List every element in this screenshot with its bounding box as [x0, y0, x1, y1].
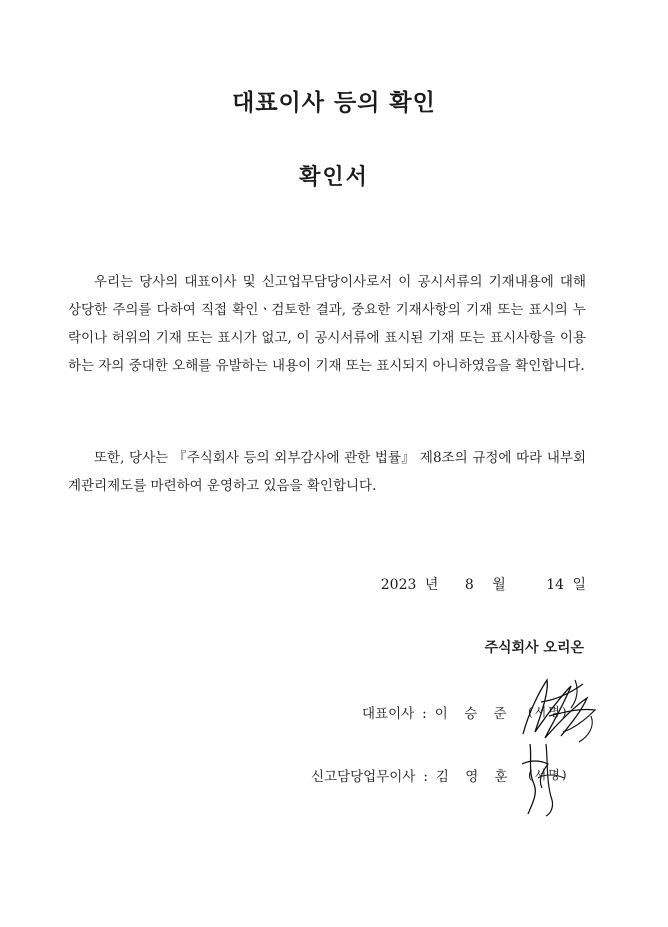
cfo-handwritten-signature — [512, 738, 582, 818]
ceo-signature-line — [362, 702, 512, 722]
paragraph-1-text: 우리는 당사의 대표이사 및 신고업무담당이사로서 이 공시서류의 기재내용에 대해 상당한 주의를 다하여 직접 확인ㆍ검토한 결과, 중요한 기재사항의 기재 또는 표시의 누락이나 허위의 기재 또는 표시가 없고, 이 공시서류에 표시된 기재 또는 표시사항을 이용하는 자의 중대한 오해를 유발하는 내용이 기재 또는 표시되지 아니하였음을 확인합니다. — [68, 274, 586, 374]
document-title: 대표이사 등의 확인 — [232, 90, 436, 116]
cfo-colon: : — [423, 769, 428, 785]
cfo-name: 김 영 훈 — [435, 769, 514, 785]
date-year: 2023 — [380, 577, 417, 593]
ceo-seal-label: (서명) — [528, 705, 569, 719]
date-day: 14 — [546, 577, 565, 593]
cfo-role: 신고담당업무이사 — [311, 769, 416, 785]
ceo-role: 대표이사 — [362, 706, 415, 722]
date-month-unit: 월 — [492, 577, 506, 593]
ceo-name: 이 승 준 — [434, 706, 513, 722]
ceo-colon: : — [422, 706, 427, 722]
date-month: 8 — [464, 577, 474, 593]
company-name: 주식회사 오리온 — [484, 640, 584, 656]
confirmation-paragraph — [68, 268, 586, 380]
paragraph-2-text: 또한, 당사는 『주식회사 등의 외부감사에 관한 법률』 제8조의 규정에 따라 내부회계관리제도를 마련하여 운영하고 있음을 확인합니다. — [68, 450, 586, 494]
document-date — [381, 574, 586, 594]
cfo-seal-label: (서명) — [528, 768, 569, 782]
internal-control-paragraph — [68, 444, 586, 500]
cfo-signature-line — [311, 765, 514, 785]
date-day-unit: 일 — [572, 577, 586, 593]
date-year-unit: 년 — [424, 577, 439, 593]
document-subtitle: 확인서 — [299, 165, 369, 190]
